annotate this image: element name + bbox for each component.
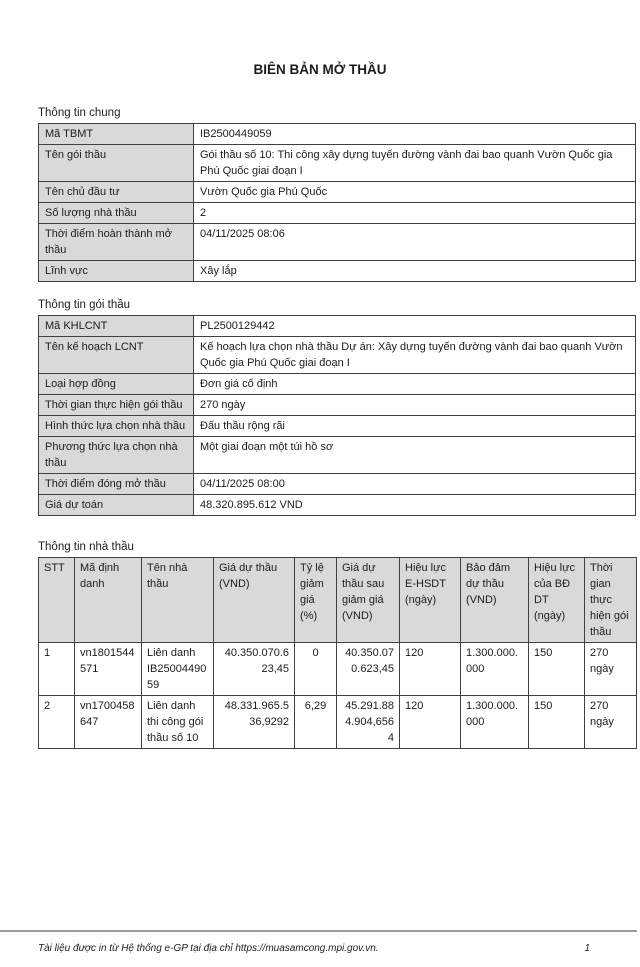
cell-gia-sau-giam-gia: 45.291.884.904,6564 bbox=[337, 696, 400, 749]
table-row bbox=[39, 224, 636, 261]
column-header-bao-dam-du-thau: Bảo đảm dự thầu (VND) bbox=[461, 558, 529, 643]
row-value: Kế hoạch lựa chọn nhà thầu Dự án: Xây dựng tuyến đường vành đai bao quanh Vườn Quốc gia Phú Quốc giai đoạn I bbox=[194, 337, 636, 374]
cell-hieu-luc-ehsdt: 120 bbox=[400, 696, 461, 749]
cell-stt: 2 bbox=[39, 696, 75, 749]
section-heading-package: Thông tin gói thầu bbox=[38, 299, 131, 311]
cell-bao-dam-du-thau: 1.300.000.000 bbox=[461, 643, 529, 696]
table-row bbox=[39, 416, 636, 437]
table-row bbox=[39, 474, 636, 495]
page-footer bbox=[38, 942, 590, 956]
row-label: Hình thức lựa chọn nhà thầu bbox=[39, 416, 194, 437]
row-label: Thời gian thực hiện gói thầu bbox=[39, 395, 194, 416]
table-row bbox=[39, 495, 636, 516]
cell-hieu-luc-bddt: 150 bbox=[529, 643, 585, 696]
cell-hieu-luc-ehsdt: 120 bbox=[400, 643, 461, 696]
cell-gia-du-thau: 48.331.965.536,9292 bbox=[214, 696, 295, 749]
table-row bbox=[39, 437, 636, 474]
page-number: 1 bbox=[584, 943, 590, 954]
row-label: Mã KHLCNT bbox=[39, 316, 194, 337]
row-value: 270 ngày bbox=[194, 395, 636, 416]
table-row bbox=[39, 643, 637, 696]
cell-gia-du-thau: 40.350.070.623,45 bbox=[214, 643, 295, 696]
page-title: BIÊN BẢN MỞ THẦU bbox=[253, 62, 387, 77]
cell-ten-nha-thau: Liên danh IB2500449059 bbox=[142, 643, 214, 696]
cell-hieu-luc-bddt: 150 bbox=[529, 696, 585, 749]
cell-bao-dam-du-thau: 1.300.000.000 bbox=[461, 696, 529, 749]
row-value: Vườn Quốc gia Phú Quốc bbox=[194, 182, 636, 203]
table-row bbox=[39, 696, 637, 749]
column-header-ten-nha-thau: Tên nhà thầu bbox=[142, 558, 214, 643]
cell-thoi-gian-thuc-hien: 270 ngày bbox=[585, 696, 637, 749]
row-label: Phương thức lựa chọn nhà thầu bbox=[39, 437, 194, 474]
column-header-ma-dinh-danh: Mã định danh bbox=[75, 558, 142, 643]
row-label: Thời điểm hoàn thành mở thầu bbox=[39, 224, 194, 261]
row-value: PL2500129442 bbox=[194, 316, 636, 337]
contractors-table bbox=[38, 557, 637, 749]
row-label: Lĩnh vực bbox=[39, 261, 194, 282]
column-header-stt: STT bbox=[39, 558, 75, 643]
column-header-gia-sau-giam-gia: Giá dự thầu sau giảm giá (VND) bbox=[337, 558, 400, 643]
row-label: Mã TBMT bbox=[39, 124, 194, 145]
row-value: IB2500449059 bbox=[194, 124, 636, 145]
row-value: 48.320.895.612 VND bbox=[194, 495, 636, 516]
footer-divider bbox=[0, 930, 637, 932]
footer-note: Tài liệu được in từ Hệ thống e-GP tại địa chỉ https://muasamcong.mpi.gov.vn. bbox=[38, 943, 379, 954]
row-label: Thời điểm đóng mở thầu bbox=[39, 474, 194, 495]
column-header-ty-le-giam-gia: Tỷ lệ giảm giá (%) bbox=[295, 558, 337, 643]
section-heading-contractors: Thông tin nhà thầu bbox=[38, 541, 134, 553]
table-row bbox=[39, 395, 636, 416]
cell-gia-sau-giam-gia: 40.350.070.623,45 bbox=[337, 643, 400, 696]
cell-ten-nha-thau: Liên danh thi công gói thầu số 10 bbox=[142, 696, 214, 749]
row-label: Loại hợp đồng bbox=[39, 374, 194, 395]
column-header-thoi-gian-thuc-hien: Thời gian thực hiện gói thầu bbox=[585, 558, 637, 643]
cell-ty-le-giam-gia: 0 bbox=[295, 643, 337, 696]
table-row bbox=[39, 374, 636, 395]
row-value: 04/11/2025 08:06 bbox=[194, 224, 636, 261]
row-label: Tên kế hoạch LCNT bbox=[39, 337, 194, 374]
package-info-table bbox=[38, 315, 636, 516]
row-label: Tên chủ đầu tư bbox=[39, 182, 194, 203]
row-label: Số lượng nhà thầu bbox=[39, 203, 194, 224]
row-value: Một giai đoạn một túi hồ sơ bbox=[194, 437, 636, 474]
cell-ma-dinh-danh: vn1801544571 bbox=[75, 643, 142, 696]
table-row bbox=[39, 182, 636, 203]
table-row bbox=[39, 124, 636, 145]
cell-ty-le-giam-gia: 6,29 bbox=[295, 696, 337, 749]
column-header-hieu-luc-ehsdt: Hiệu lực E-HSDT (ngày) bbox=[400, 558, 461, 643]
cell-thoi-gian-thuc-hien: 270 ngày bbox=[585, 643, 637, 696]
table-header-row bbox=[39, 558, 637, 643]
document-page bbox=[0, 62, 640, 749]
row-value: Xây lắp bbox=[194, 261, 636, 282]
row-value: 04/11/2025 08:00 bbox=[194, 474, 636, 495]
row-value: 2 bbox=[194, 203, 636, 224]
table-row bbox=[39, 261, 636, 282]
table-row bbox=[39, 316, 636, 337]
table-row bbox=[39, 203, 636, 224]
row-value: Đấu thầu rộng rãi bbox=[194, 416, 636, 437]
column-header-gia-du-thau: Giá dự thầu (VND) bbox=[214, 558, 295, 643]
section-heading-general: Thông tin chung bbox=[38, 107, 121, 119]
row-value: Gói thầu số 10: Thi công xây dựng tuyến đường vành đai bao quanh Vườn Quốc gia Phú Quốc giai đoạn I bbox=[194, 145, 636, 182]
general-info-table bbox=[38, 123, 636, 282]
row-value: Đơn giá cố định bbox=[194, 374, 636, 395]
row-label: Giá dự toán bbox=[39, 495, 194, 516]
cell-stt: 1 bbox=[39, 643, 75, 696]
cell-ma-dinh-danh: vn1700458647 bbox=[75, 696, 142, 749]
table-row bbox=[39, 145, 636, 182]
table-row bbox=[39, 337, 636, 374]
column-header-hieu-luc-bddt: Hiệu lực của BĐ DT (ngày) bbox=[529, 558, 585, 643]
row-label: Tên gói thầu bbox=[39, 145, 194, 182]
